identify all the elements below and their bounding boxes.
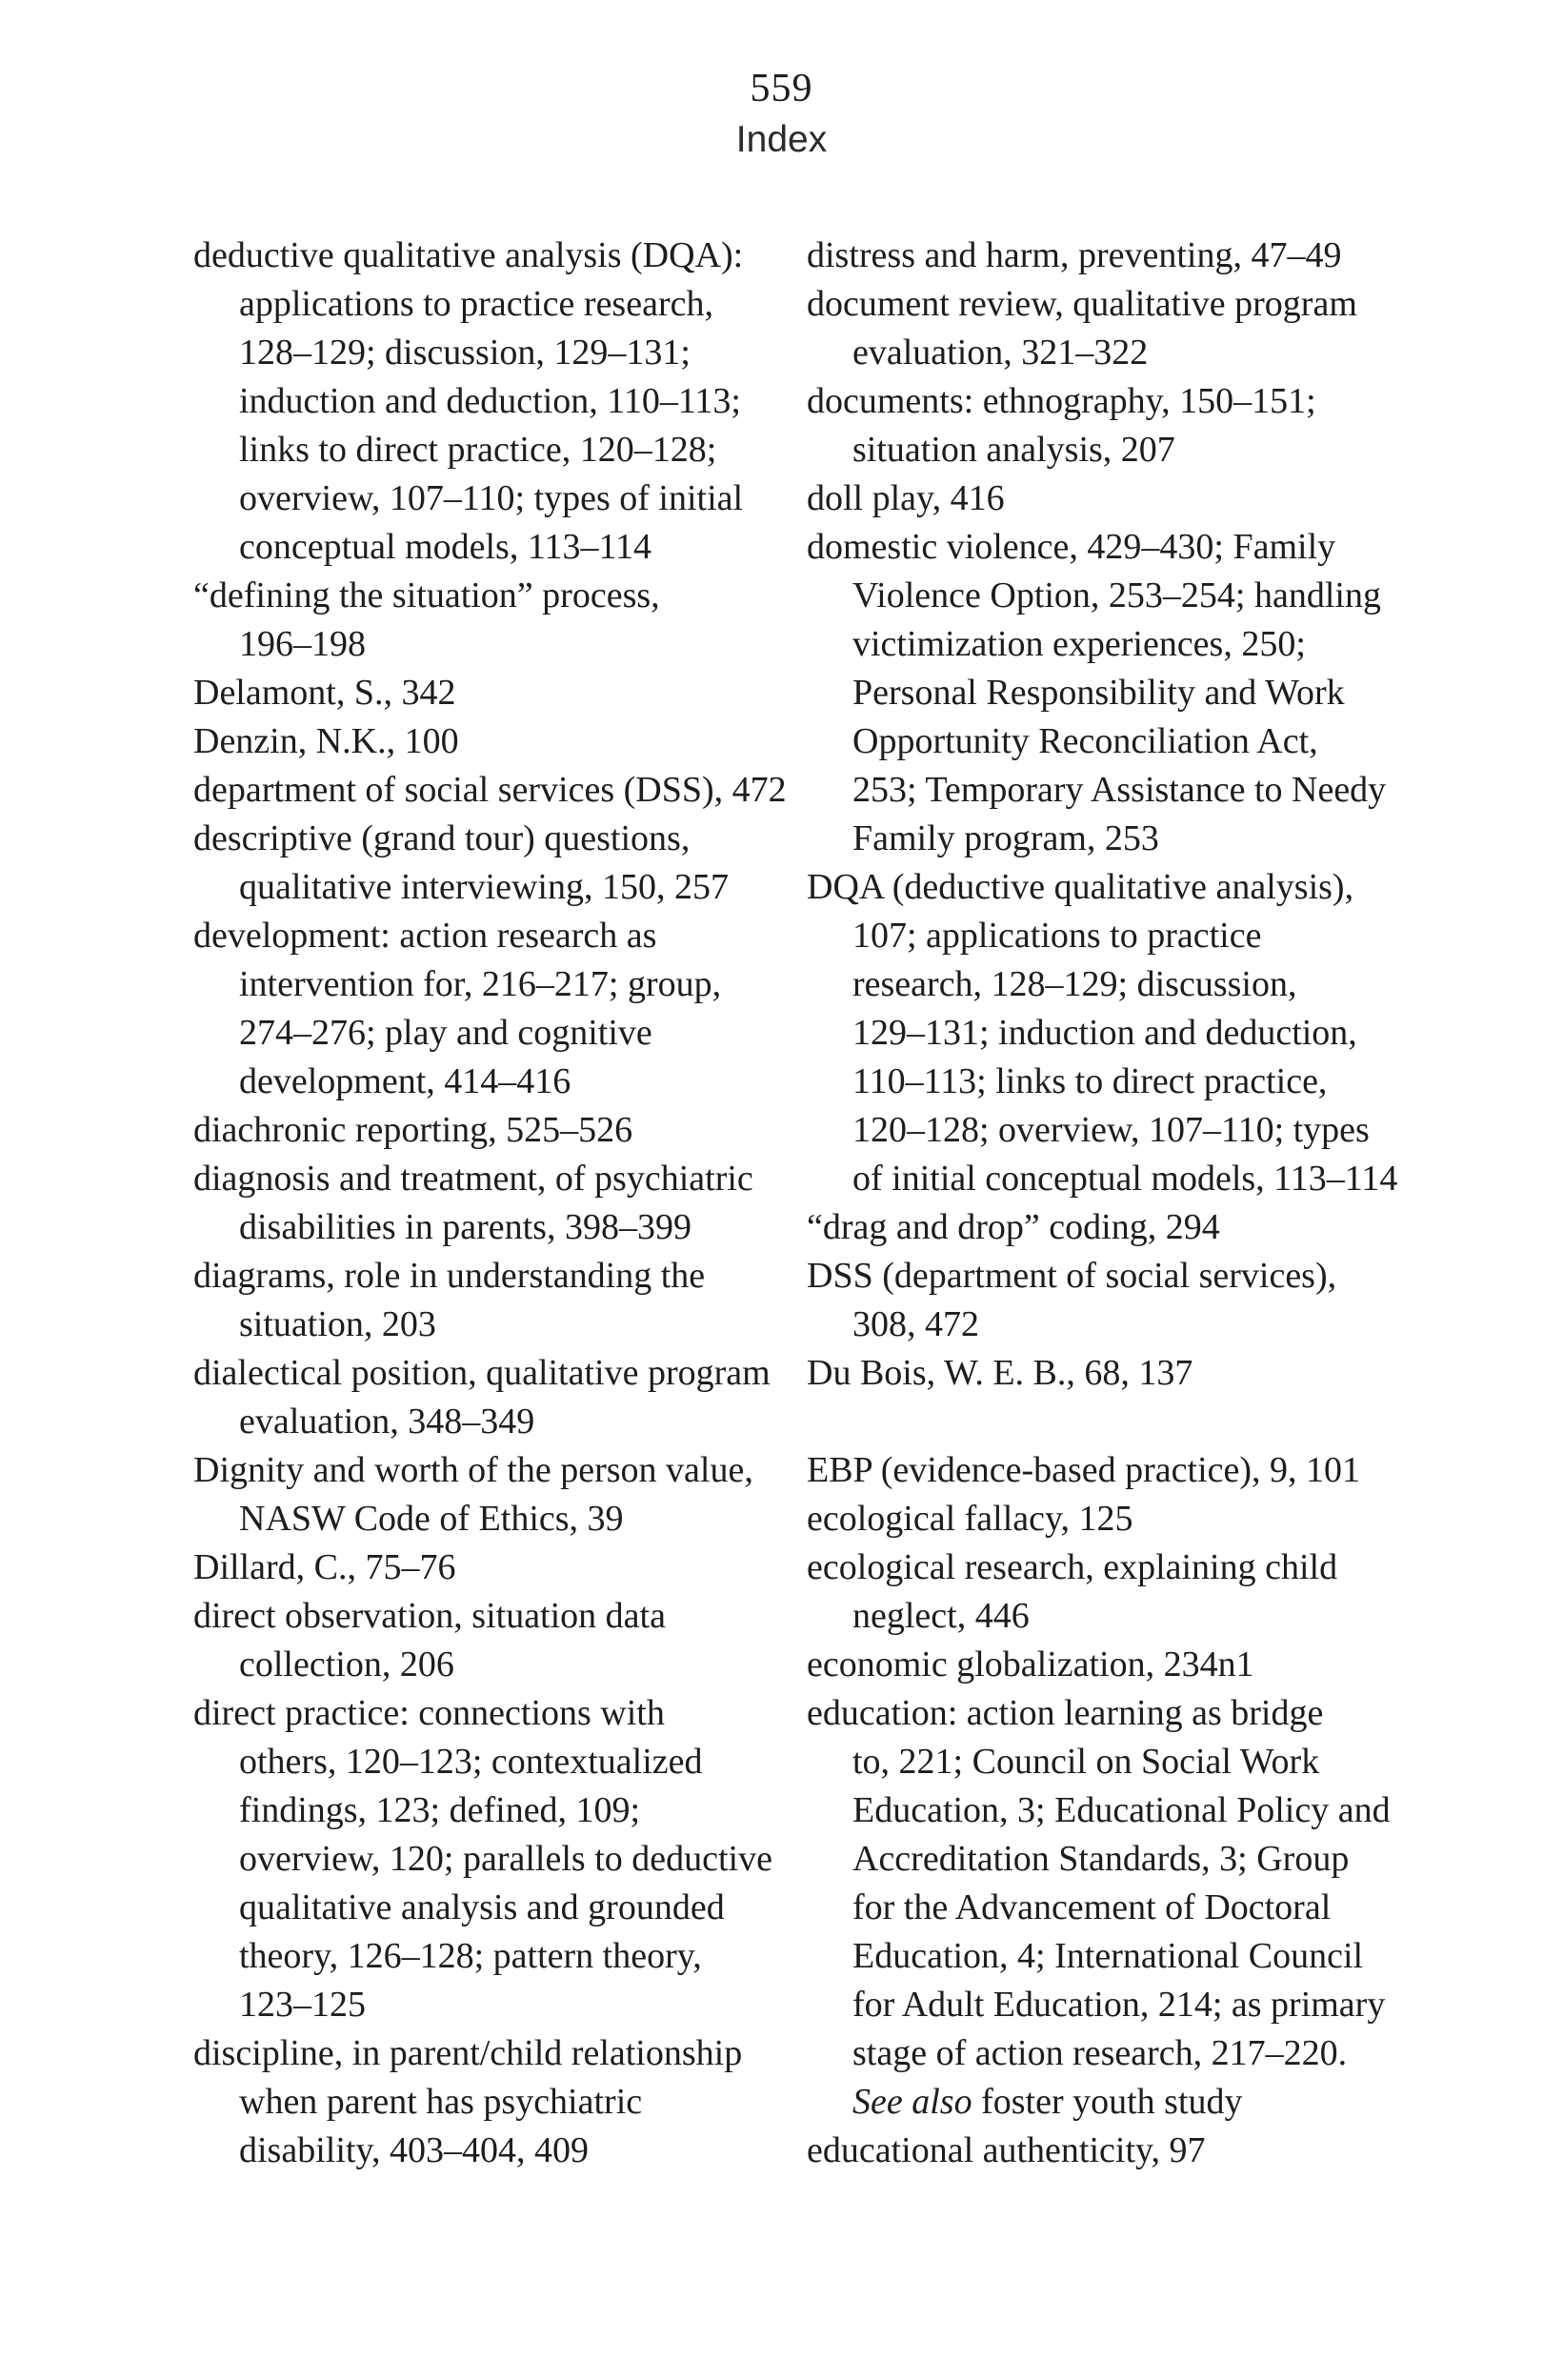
index-line: Education, 3; Educational Policy and [852, 1790, 1391, 1830]
index-line: overview, 120; parallels to deductive [239, 1839, 772, 1879]
index-line: Violence Option, 253–254; handling [852, 575, 1381, 615]
index-line: for Adult Education, 214; as primary [852, 1985, 1386, 2025]
index-line: direct practice: connections with [193, 1693, 665, 1733]
index-line: ecological research, explaining child [807, 1547, 1338, 1587]
index-line: diagnosis and treatment, of psychiatric [193, 1159, 753, 1199]
index-line: education: action learning as bridge [807, 1693, 1324, 1733]
index-line: 308, 472 [852, 1304, 979, 1344]
index-line: Education, 4; International Council [852, 1936, 1364, 1976]
index-line: 110–113; links to direct practice, [852, 1061, 1328, 1101]
index-line: discipline, in parent/child relationship [193, 2033, 743, 2073]
index-line: victimization experiences, 250; [852, 624, 1306, 664]
index-line: Accreditation Standards, 3; Group [852, 1839, 1350, 1879]
index-line: stage of action research, 217–220. [852, 2033, 1348, 2073]
index-line: NASW Code of Ethics, 39 [239, 1499, 624, 1539]
index-line: DSS (department of social services), [807, 1256, 1337, 1296]
index-line: EBP (evidence-based practice), 9, 101 [807, 1450, 1361, 1490]
index-line: Du Bois, W. E. B., 68, 137 [807, 1353, 1193, 1393]
index-line: direct observation, situation data [193, 1596, 666, 1636]
index-line: distress and harm, preventing, 47–49 [807, 235, 1342, 275]
page-title: Index [735, 119, 828, 160]
index-line: theory, 126–128; pattern theory, [239, 1936, 702, 1976]
section-break [807, 1398, 1459, 1446]
index-line: 274–276; play and cognitive [239, 1013, 652, 1053]
index-line: of initial conceptual models, 113–114 [852, 1159, 1398, 1199]
index-line: collection, 206 [239, 1644, 454, 1684]
index-line: dialectical position, qualitative program [193, 1353, 771, 1393]
index-line: development: action research as [193, 916, 657, 956]
index-line: “drag and drop” coding, 294 [807, 1207, 1220, 1247]
index-line: overview, 107–110; types of initial [239, 478, 744, 518]
index-line: for the Advancement of Doctoral [852, 1887, 1332, 1927]
index-line: neglect, 446 [852, 1596, 1030, 1636]
see-also-label: See also [852, 2082, 982, 2122]
index-line: 253; Temporary Assistance to Needy [852, 770, 1387, 810]
index-line: evaluation, 321–322 [852, 333, 1149, 373]
index-line: qualitative analysis and grounded [239, 1887, 725, 1927]
index-line: documents: ethnography, 150–151; [807, 381, 1316, 421]
index-line: Family program, 253 [852, 818, 1159, 858]
index-line: department of social services (DSS), 472 [193, 770, 787, 810]
index-line: See also foster youth study [852, 2082, 1243, 2122]
index-line: Denzin, N.K., 100 [193, 721, 459, 761]
index-line: “defining the situation” process, [193, 575, 660, 615]
index-line: domestic violence, 429–430; Family [807, 527, 1336, 567]
index-line: doll play, 416 [807, 478, 1005, 518]
index-line: 107; applications to practice [852, 916, 1262, 956]
index-line: situation, 203 [239, 1304, 436, 1344]
index-line: induction and deduction, 110–113; [239, 381, 741, 421]
index-line: research, 128–129; discussion, [852, 964, 1297, 1004]
index-line: disabilities in parents, 398–399 [239, 1207, 691, 1247]
index-line: others, 120–123; contextualized [239, 1742, 703, 1782]
index-line: DQA (deductive qualitative analysis), [807, 867, 1354, 907]
index-line: Opportunity Reconciliation Act, [852, 721, 1318, 761]
index-line: ecological fallacy, 125 [807, 1499, 1133, 1539]
index-line: qualitative interviewing, 150, 257 [239, 867, 729, 907]
index-line: economic globalization, 234n1 [807, 1644, 1254, 1684]
index-line: descriptive (grand tour) questions, [193, 818, 691, 858]
index-column-left [193, 232, 787, 2175]
index-line: 129–131; induction and deduction, [852, 1013, 1357, 1053]
index-line: development, 414–416 [239, 1061, 571, 1101]
index-line: 196–198 [239, 624, 366, 664]
index-column-right [807, 232, 1459, 2175]
index-line: disability, 403–404, 409 [239, 2130, 589, 2170]
index-line: intervention for, 216–217; group, [239, 964, 722, 1004]
index-line: document review, qualitative program [807, 284, 1357, 324]
index-line: 123–125 [239, 1985, 366, 2025]
index-line: diagrams, role in understanding the [193, 1256, 706, 1296]
index-line: Dillard, C., 75–76 [193, 1547, 456, 1587]
index-line: conceptual models, 113–114 [239, 527, 652, 567]
index-line: diachronic reporting, 525–526 [193, 1110, 633, 1150]
index-line: 120–128; overview, 107–110; types [852, 1110, 1370, 1150]
index-line: educational authenticity, 97 [807, 2130, 1206, 2170]
index-line: findings, 123; defined, 109; [239, 1790, 641, 1830]
index-line: applications to practice research, [239, 284, 713, 324]
index-line: situation analysis, 207 [852, 430, 1175, 470]
index-line: 128–129; discussion, 129–131; [239, 333, 691, 373]
page-number: 559 [750, 67, 813, 111]
index-line: when parent has psychiatric [239, 2082, 643, 2122]
index-line: Dignity and worth of the person value, [193, 1450, 753, 1490]
index-line: evaluation, 348–349 [239, 1402, 535, 1442]
index-line: Delamont, S., 342 [193, 673, 456, 713]
index-line: Personal Responsibility and Work [852, 673, 1345, 713]
index-line: deductive qualitative analysis (DQA): [193, 235, 744, 275]
index-line: to, 221; Council on Social Work [852, 1742, 1320, 1782]
index-line: links to direct practice, 120–128; [239, 430, 717, 470]
